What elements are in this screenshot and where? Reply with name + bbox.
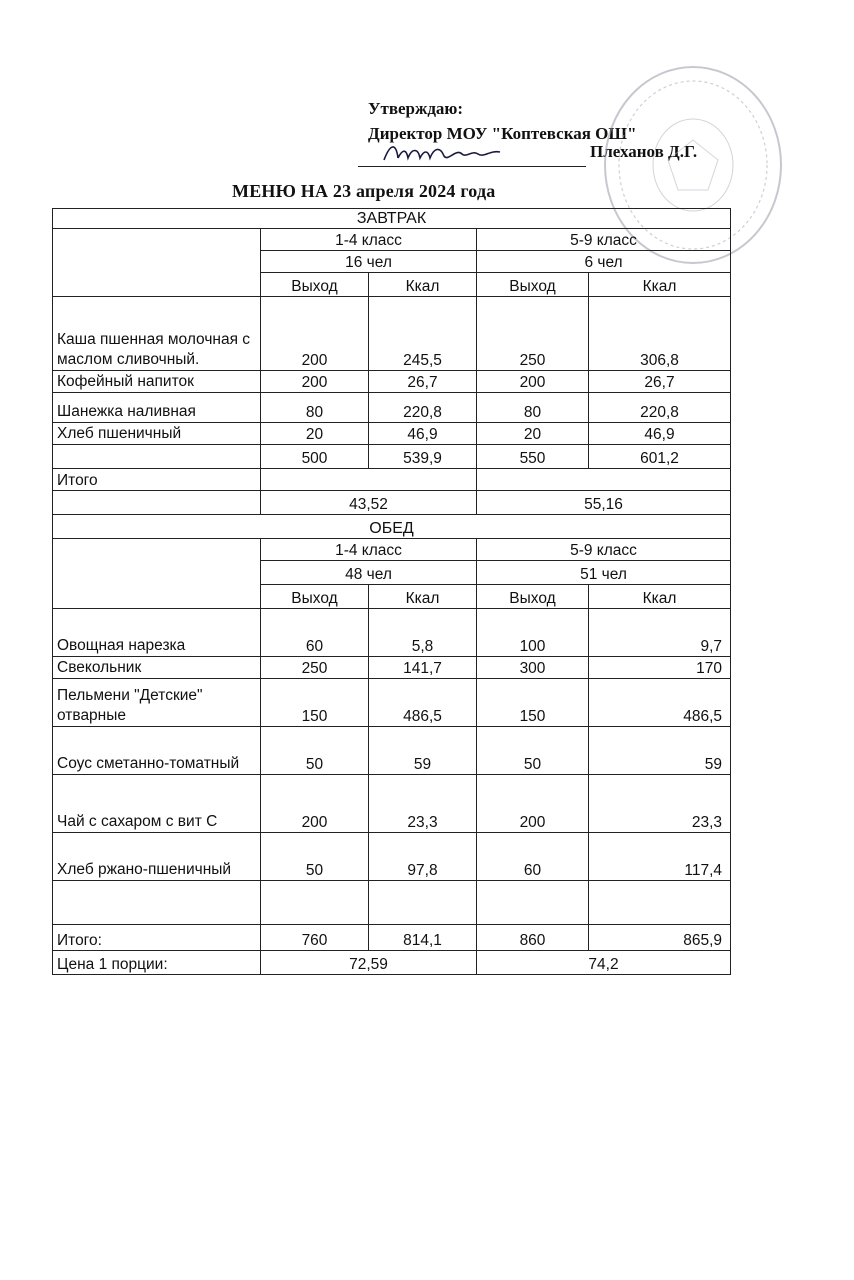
- lunch-group2-count: 51 чел: [477, 561, 731, 585]
- price-label: Цена 1 порции:: [53, 951, 261, 975]
- output-1-4: 50: [261, 833, 369, 881]
- output-5-9: 550: [477, 445, 589, 469]
- blank-cell: [477, 881, 589, 925]
- breakfast-total-row: [53, 469, 731, 491]
- kcal-1-4: 59: [369, 727, 477, 775]
- price-5-9: 74,2: [477, 951, 731, 975]
- lunch-section-row: [53, 515, 731, 539]
- total-label: Итого:: [53, 925, 261, 951]
- approval-block: [368, 96, 637, 146]
- dish-name: Чай с сахаром с вит С: [53, 775, 261, 833]
- col-kcal: Ккал: [589, 585, 731, 609]
- kcal-1-4: 46,9: [369, 423, 477, 445]
- col-kcal: Ккал: [369, 273, 477, 297]
- total-label: Итого: [53, 469, 261, 491]
- output-1-4: 50: [261, 727, 369, 775]
- table-row: [53, 371, 731, 393]
- lunch-section-title: ОБЕД: [53, 515, 731, 539]
- lunch-group1-label: 1-4 класс: [261, 539, 477, 561]
- breakfast-group1-count: 16 чел: [261, 251, 477, 273]
- output-5-9: 250: [477, 297, 589, 371]
- price-1-4: 72,59: [261, 951, 477, 975]
- kcal-1-4: 220,8: [369, 393, 477, 423]
- breakfast-section-title: ЗАВТРАК: [53, 209, 731, 229]
- output-1-4: 200: [261, 297, 369, 371]
- dish-name: Соус сметанно-томатный: [53, 727, 261, 775]
- output-1-4: 150: [261, 679, 369, 727]
- kcal-1-4: 539,9: [369, 445, 477, 469]
- table-row: [53, 727, 731, 775]
- lunch-total-row: [53, 925, 731, 951]
- kcal-5-9: 9,7: [589, 609, 731, 657]
- table-row: [53, 679, 731, 727]
- menu-table: [52, 208, 731, 975]
- kcal-5-9: 59: [589, 727, 731, 775]
- output-5-9: 200: [477, 775, 589, 833]
- dish-name: Пельмени "Детские" отварные: [53, 679, 261, 727]
- col-output: Выход: [477, 585, 589, 609]
- kcal-5-9: 601,2: [589, 445, 731, 469]
- kcal-5-9: 23,3: [589, 775, 731, 833]
- signature-handwriting: [378, 140, 508, 166]
- lunch-group1-count: 48 чел: [261, 561, 477, 585]
- empty-row: [53, 881, 731, 925]
- table-row: [53, 423, 731, 445]
- col-output: Выход: [477, 273, 589, 297]
- output-5-9: 200: [477, 371, 589, 393]
- dish-name: Свекольник: [53, 657, 261, 679]
- dish-name: Хлеб ржано-пшеничный: [53, 833, 261, 881]
- blank-cell: [53, 881, 261, 925]
- lunch-group-row: [53, 539, 731, 561]
- output-5-9: 300: [477, 657, 589, 679]
- kcal-5-9: 306,8: [589, 297, 731, 371]
- kcal-1-4: 486,5: [369, 679, 477, 727]
- col-kcal: Ккал: [589, 273, 731, 297]
- director-name: Плеханов Д.Г.: [590, 142, 698, 161]
- table-row: [53, 833, 731, 881]
- output-1-4: 60: [261, 609, 369, 657]
- blank-cell: [369, 881, 477, 925]
- dish-name: Овощная нарезка: [53, 609, 261, 657]
- price-5-9: 55,16: [477, 491, 731, 515]
- output-5-9: 20: [477, 423, 589, 445]
- subtotal-row: [53, 445, 731, 469]
- output-5-9: 150: [477, 679, 589, 727]
- signature-line: [358, 146, 586, 167]
- output-5-9: 50: [477, 727, 589, 775]
- breakfast-group-row: [53, 229, 731, 251]
- kcal-5-9: 117,4: [589, 833, 731, 881]
- blank-cell: [477, 469, 731, 491]
- approval-label: Утверждаю:: [368, 99, 464, 118]
- output-1-4: 200: [261, 775, 369, 833]
- blank-cell: [589, 881, 731, 925]
- col-kcal: Ккал: [369, 585, 477, 609]
- kcal-5-9: 486,5: [589, 679, 731, 727]
- blank-cell: [261, 881, 369, 925]
- dish-name: Хлеб пшеничный: [53, 423, 261, 445]
- dish-name: Шанежка наливная: [53, 393, 261, 423]
- output-5-9: 60: [477, 833, 589, 881]
- lunch-group2-label: 5-9 класс: [477, 539, 731, 561]
- table-row: [53, 393, 731, 423]
- kcal-5-9: 865,9: [589, 925, 731, 951]
- breakfast-group1-label: 1-4 класс: [261, 229, 477, 251]
- output-5-9: 100: [477, 609, 589, 657]
- output-1-4: 250: [261, 657, 369, 679]
- output-1-4: 500: [261, 445, 369, 469]
- breakfast-section-row: [53, 209, 731, 229]
- kcal-5-9: 220,8: [589, 393, 731, 423]
- breakfast-header-blank: [53, 229, 261, 297]
- director-position: Директор МОУ "Коптевская ОШ": [368, 124, 637, 143]
- dish-name: Каша пшенная молочная с маслом сливочный.: [53, 297, 261, 371]
- kcal-1-4: 23,3: [369, 775, 477, 833]
- blank-cell: [53, 491, 261, 515]
- kcal-1-4: 26,7: [369, 371, 477, 393]
- table-row: [53, 609, 731, 657]
- kcal-1-4: 5,8: [369, 609, 477, 657]
- dish-name: [53, 445, 261, 469]
- kcal-5-9: 46,9: [589, 423, 731, 445]
- output-1-4: 80: [261, 393, 369, 423]
- col-output: Выход: [261, 585, 369, 609]
- output-5-9: 80: [477, 393, 589, 423]
- breakfast-group2-count: 6 чел: [477, 251, 731, 273]
- lunch-price-row: [53, 951, 731, 975]
- table-row: [53, 297, 731, 371]
- output-1-4: 20: [261, 423, 369, 445]
- table-row: [53, 775, 731, 833]
- blank-cell: [261, 469, 477, 491]
- output-1-4: 200: [261, 371, 369, 393]
- output-1-4: 760: [261, 925, 369, 951]
- col-output: Выход: [261, 273, 369, 297]
- kcal-1-4: 814,1: [369, 925, 477, 951]
- lunch-header-blank: [53, 539, 261, 609]
- price-1-4: 43,52: [261, 491, 477, 515]
- kcal-1-4: 97,8: [369, 833, 477, 881]
- kcal-5-9: 26,7: [589, 371, 731, 393]
- menu-title: МЕНЮ НА 23 апреля 2024 года: [232, 181, 496, 201]
- breakfast-price-row: [53, 491, 731, 515]
- kcal-1-4: 245,5: [369, 297, 477, 371]
- kcal-1-4: 141,7: [369, 657, 477, 679]
- dish-name: Кофейный напиток: [53, 371, 261, 393]
- breakfast-group2-label: 5-9 класс: [477, 229, 731, 251]
- kcal-5-9: 170: [589, 657, 731, 679]
- output-5-9: 860: [477, 925, 589, 951]
- table-row: [53, 657, 731, 679]
